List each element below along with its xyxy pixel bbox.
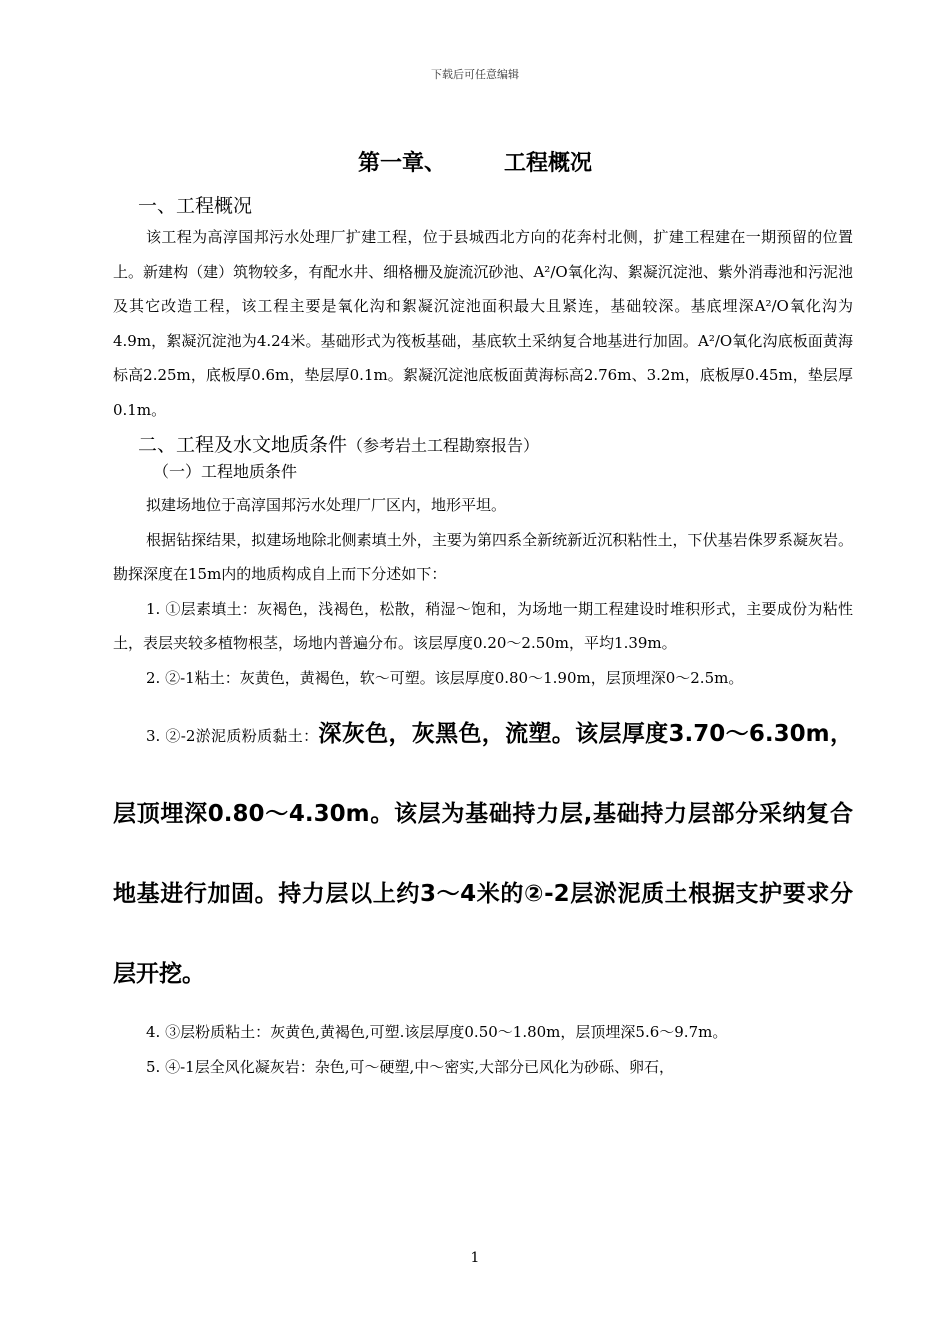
section-heading-geology bbox=[138, 431, 853, 460]
document-body bbox=[113, 192, 853, 1084]
subheading-engineering-geology: （一）工程地质条件 bbox=[153, 462, 298, 481]
site-location-paragraph: 拟建场地位于高淳国邦污水处理厂厂区内，地形平坦。 bbox=[146, 496, 507, 514]
layer-item-2: 2. ②-1粘土：灰黄色，黄褐色，软～可塑。该层厚度0.80～1.90m，层顶埋深0～2.5m。 bbox=[146, 668, 744, 687]
geology-heading-text: 二、工程及水文地质条件 bbox=[138, 434, 348, 456]
layer-item-3-bold-text: 深灰色，灰黑色，流塑。该层厚度3.70～6.30m，层顶埋深0.80～4.30m。该层为基础持力层,基础持力层部分采纳复合地基进行加固。持力层以上约3～4米的②-2层淤泥质土根据支护要求分层开挖。 bbox=[113, 721, 853, 987]
section-heading-overview: 一、工程概况 bbox=[138, 195, 253, 217]
page-number: 1 bbox=[470, 1250, 480, 1266]
geology-heading-note: （参考岩土工程勘察报告） bbox=[347, 436, 540, 455]
chapter-name: 工程概况 bbox=[504, 151, 593, 176]
drilling-results-paragraph: 根据钻探结果，拟建场地除北侧素填土外，主要为第四系全新统新近沉积粘性土，下伏基岩侏罗系凝灰岩。勘探深度在15m内的地质构成自上而下分述如下： bbox=[113, 530, 853, 583]
layer-item-4: 4. ③层粉质粘土：灰黄色,黄褐色,可塑.该层厚度0.50～1.80m，层顶埋深5.6～9.7m。 bbox=[146, 1023, 728, 1041]
layer-item-3-lead: 3. ②-2淤泥质粉质黏土： bbox=[146, 727, 319, 745]
chapter-title bbox=[0, 146, 950, 177]
chapter-number: 第一章、 bbox=[357, 151, 446, 176]
header-note: 下载后可任意编辑 bbox=[431, 68, 519, 81]
layer-item-3 bbox=[113, 695, 853, 1015]
overview-paragraph: 该工程为高淳国邦污水处理厂扩建工程，位于县城西北方向的花奔村北侧，扩建工程建在一期预留的位置上。新建构（建）筑物较多，有配水井、细格栅及旋流沉砂池、A²/O氧化沟、絮凝沉淀池、紫外消毒池和污泥池及其它改造工程，该工程主要是氧化沟和絮凝沉淀池面积最大且紧连，基础较深。基底埋深A²/O氧化沟为4.9m，絮凝沉淀池为4.24米。基础形式为筏板基础，基底软土采纳复合地基进行加固。A²/O氧化沟底板面黄海标高2.25m，底板厚0.6m，垫层厚0.1m。絮凝沉淀池底板面黄海标高2.76m、3.2m，底板厚0.45m，垫层厚0.1m。 bbox=[113, 228, 853, 419]
layer-item-1: 1. ①层素填土：灰褐色，浅褐色，松散，稍湿～饱和，为场地一期工程建设时堆积形式，主要成份为粘性土，表层夹较多植物根茎，场地内普遍分布。该层厚度0.20～2.50m，平均1.39m。 bbox=[113, 599, 853, 652]
layer-item-5: 5. ④-1层全风化凝灰岩：杂色,可～硬塑,中～密实,大部分已风化为砂砾、卵石， bbox=[146, 1057, 674, 1076]
